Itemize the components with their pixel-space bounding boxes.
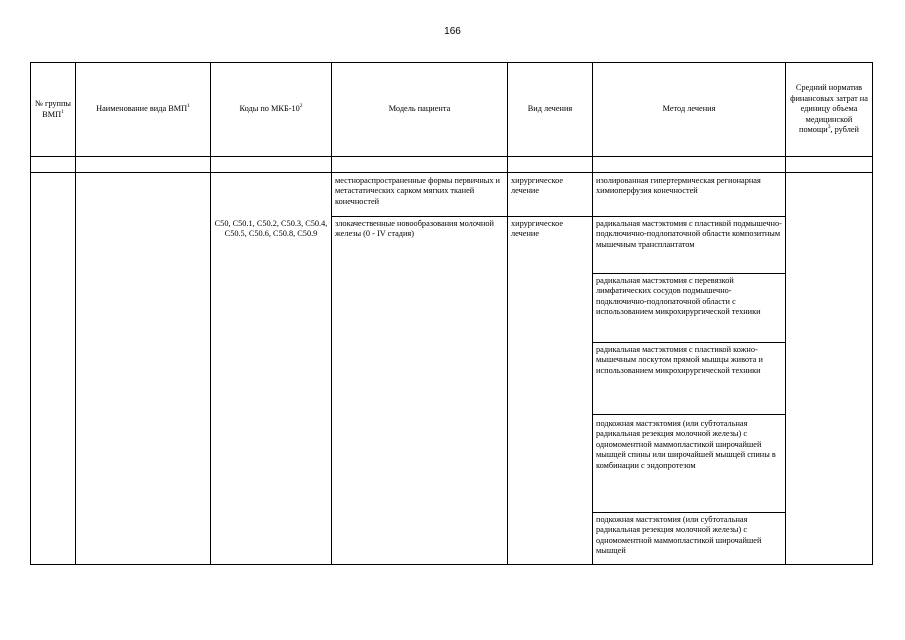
header-treatment-type bbox=[508, 63, 592, 156]
header-vmp-name-label: Наименование вида ВМП bbox=[96, 104, 188, 114]
header-cost-norm-unit: , рублей bbox=[830, 125, 859, 135]
header-group-no bbox=[31, 63, 75, 156]
header-treatment-method-label: Метод лечения bbox=[662, 104, 716, 114]
treatment-method-cell: радикальная мастэктомия с пластикой кожно-мышечным лоскутом прямой мышцы живота и использованием микрохирургической техники bbox=[596, 345, 763, 375]
header-vmp-name bbox=[76, 63, 210, 156]
header-icd-codes-label: Коды по МКБ-10 bbox=[239, 104, 300, 114]
page-number: 166 bbox=[444, 26, 461, 37]
header-patient-model bbox=[332, 63, 507, 156]
header-patient-model-label: Модель пациента bbox=[388, 104, 451, 114]
footnote-mark: 1 bbox=[61, 108, 64, 115]
header-cost-norm bbox=[788, 63, 870, 156]
icd-codes-cell: C50, C50.1, C50.2, C50.3, C50.4, C50.5, C50.6, C50.8, C50.9 bbox=[214, 219, 328, 239]
treatment-method-cell: радикальная мастэктомия с перевязкой лимфатических сосудов подмышечно-подключично-подлопаточной области с использованием микрохирургической техники bbox=[596, 276, 761, 317]
footnote-mark: 1 bbox=[187, 103, 190, 110]
patient-model-cell: злокачественные новообразования молочной железы (0 - IV стадия) bbox=[335, 219, 494, 239]
header-treatment-method bbox=[593, 63, 785, 156]
footnote-mark: 2 bbox=[299, 103, 303, 110]
header-group-no-label: № группы ВМП bbox=[34, 99, 72, 119]
patient-model-cell: местнораспространенные формы первичных и метастатических сарком мягких тканей конечностей bbox=[335, 176, 500, 206]
footnote-mark: 3 bbox=[827, 124, 831, 131]
treatment-method-cell: радикальная мастэктомия с пластикой подмышечно-подключично-подлопаточной области композитным мышечным трансплантатом bbox=[596, 219, 782, 249]
header-cost-norm-label: Средний норматив финансовых затрат на единицу объема медицинской помощи bbox=[790, 83, 868, 135]
treatment-type-cell: хирургическое лечение bbox=[511, 219, 564, 239]
header-icd-codes bbox=[211, 63, 331, 156]
treatment-method-cell: изолированная гипертермическая регионарная химиоперфузия конечностей bbox=[596, 176, 761, 196]
treatment-type-cell: хирургическое лечение bbox=[511, 176, 564, 196]
header-treatment-type-label: Вид лечения bbox=[527, 104, 573, 114]
treatment-method-cell: подкожная мастэктомия (или субтотальная радикальная резекция молочной железы) с одномоментной маммопластикой широчайшей мышцей спины или широчайшей мышцей спины в комбинации с эндопротезом bbox=[596, 419, 776, 470]
treatment-method-cell: подкожная мастэктомия (или субтотальная радикальная резекция молочной железы) с одномоментной маммопластикой широчайшей мышцей bbox=[596, 515, 762, 556]
